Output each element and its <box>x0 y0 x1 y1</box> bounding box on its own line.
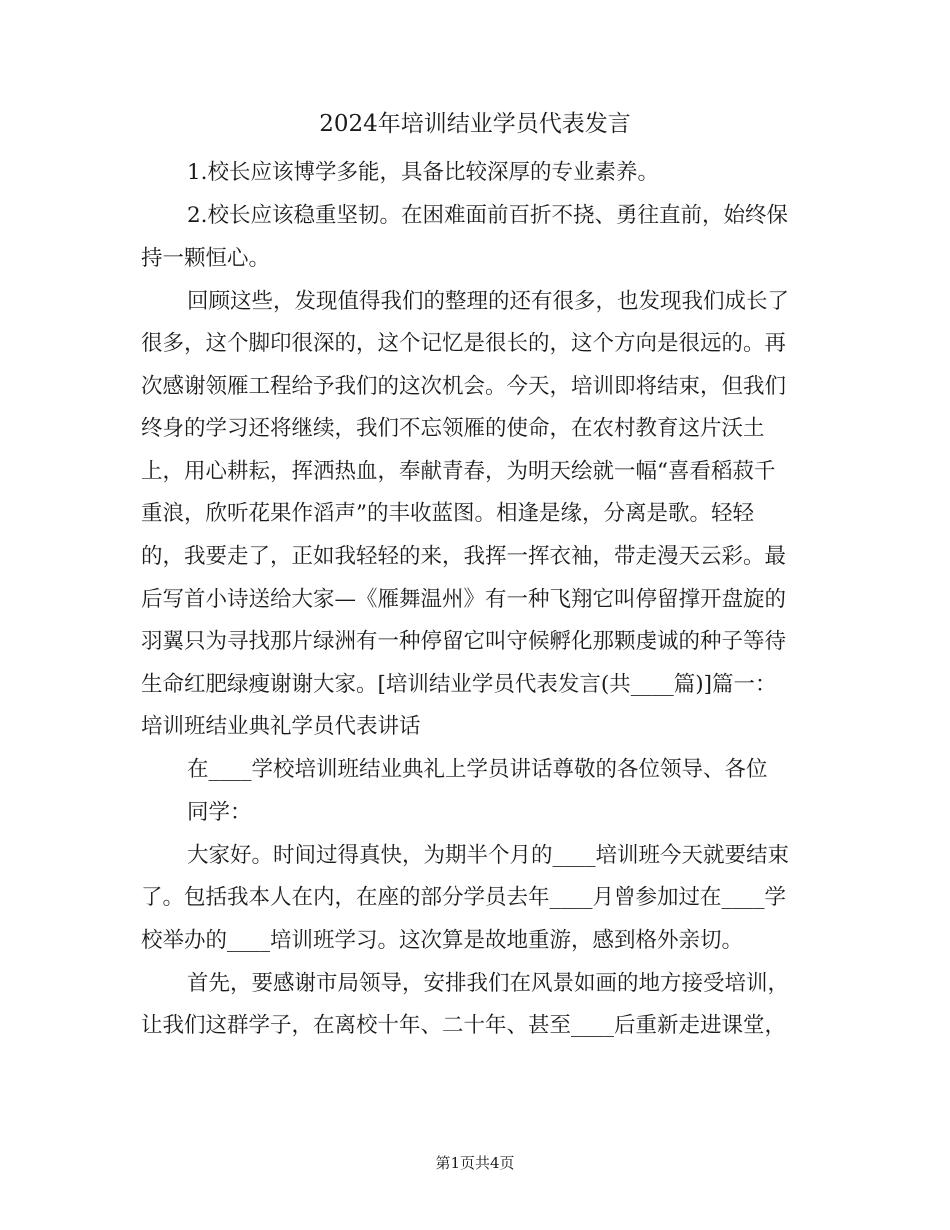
text-line: 的，我要走了，正如我轻轻的来，我挥一挥衣袖，带走漫天云彩。最 <box>141 544 787 569</box>
text-line: 2.校长应该稳重坚韧。在困难面前百折不挠、勇往直前，始终保 <box>187 203 789 228</box>
text-line: 同学： <box>187 800 252 825</box>
text-line: 大家好。时间过得真快，为期半个月的____培训班今天就要结束 <box>187 843 790 868</box>
text-line: 让我们这群学子，在离校十年、二十年、甚至____后重新走进课堂， <box>141 1013 787 1038</box>
page-number: 第1页共4页 <box>435 1154 515 1172</box>
text-line: 持一颗恒心。 <box>141 246 271 271</box>
text-line: 首先，要感谢市局领导，安排我们在风景如画的地方接受培训， <box>187 971 790 996</box>
text-line: 1.校长应该博学多能，具备比较深厚的专业素养。 <box>187 160 660 185</box>
text-line: 在____学校培训班结业典礼上学员讲话尊敬的各位领导、各位 <box>187 757 768 782</box>
text-line: 羽翼只为寻找那片绿洲有一种停留它叫守候孵化那颗虔诚的种子等待 <box>141 629 787 654</box>
document-title: 2024年培训结业学员代表发言 <box>319 111 631 137</box>
text-line: 校举办的____培训班学习。这次算是故地重游，感到格外亲切。 <box>141 928 744 953</box>
text-line: 了。包括我本人在内，在座的部分学员去年____月曾参加过在____学 <box>141 885 787 910</box>
text-line: 培训班结业典礼学员代表讲话 <box>141 714 421 739</box>
text-line: 生命红肥绿瘦谢谢大家。[培训结业学员代表发言(共____篇)]篇一： <box>141 672 777 697</box>
text-line: 次感谢领雁工程给予我们的这次机会。今天，培训即将结束，但我们 <box>141 374 787 399</box>
text-line: 很多，这个脚印很深的，这个记忆是很长的，这个方向是很远的。再 <box>141 331 787 356</box>
text-line: 终身的学习还将继续，我们不忘领雁的使命，在农村教育这片沃土 <box>141 416 765 441</box>
text-line: 重浪，欣听花果作滔声”的丰收蓝图。相逢是缘，分离是歌。轻轻 <box>141 501 754 526</box>
text-line: 回顾这些，发现值得我们的整理的还有很多，也发现我们成长了 <box>187 289 790 314</box>
text-line: 上，用心耕耘，挥洒热血，奉献青春，为明天绘就一幅“喜看稻菽千 <box>141 459 776 484</box>
text-line: 后写首小诗送给大家—《雁舞温州》有一种飞翔它叫停留撑开盘旋的 <box>141 587 787 612</box>
